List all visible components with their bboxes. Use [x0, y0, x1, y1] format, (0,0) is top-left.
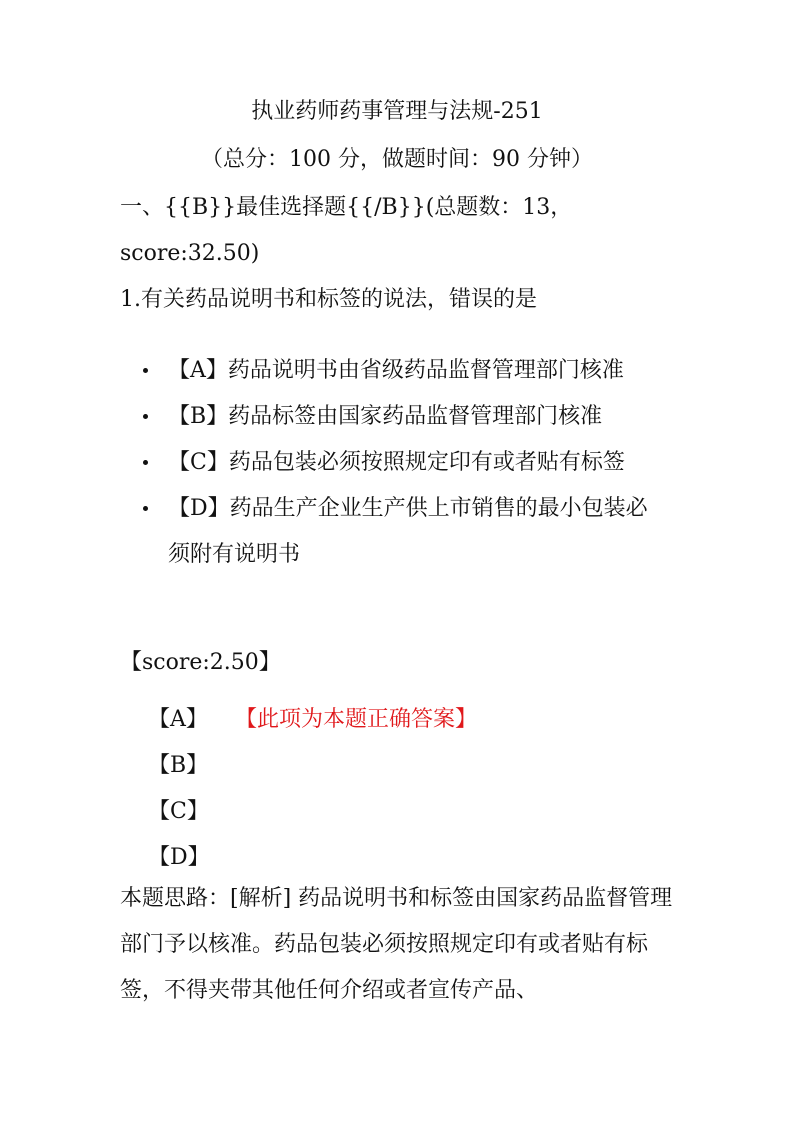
option-label: 【B】药品标签由国家药品监督管理部门核准	[168, 404, 603, 429]
bullet-icon	[143, 414, 148, 419]
option-label: 【D】药品生产企业生产供上市销售的最小包装必须附有说明书	[168, 496, 648, 567]
bullet-icon	[143, 460, 148, 465]
answer-a	[148, 697, 478, 743]
option-a	[143, 348, 668, 394]
correct-answer-note: 【此项为本题正确答案】	[235, 707, 478, 732]
answer-b	[148, 743, 210, 789]
option-b	[143, 394, 668, 440]
answer-label: 【C】	[148, 799, 209, 824]
section-score: score:32.50)	[120, 241, 260, 266]
answer-analysis: 本题思路：[解析] 药品说明书和标签由国家药品监督管理部门予以核准。药品包装必须按照规定印有或者贴有标签，不得夹带其他任何介绍或者宣传产品、	[120, 886, 673, 1003]
answer-c	[148, 789, 210, 835]
answer-label: 【B】	[148, 753, 209, 778]
question-score: 【score:2.50】	[120, 650, 281, 675]
option-c	[143, 440, 668, 486]
bullet-icon	[143, 506, 148, 511]
answer-label: 【A】	[148, 707, 208, 732]
answer-d	[148, 835, 210, 881]
exam-info: （总分：100 分，做题时间：90 分钟）	[201, 147, 593, 172]
option-d	[143, 486, 668, 578]
section-heading: 一、{{B}}最佳选择题{{/B}}(总题数：13，	[120, 195, 573, 220]
option-label: 【C】药品包装必须按照规定印有或者贴有标签	[168, 450, 625, 475]
option-list	[143, 348, 703, 578]
answer-list	[148, 697, 478, 881]
page-title: 执业药师药事管理与法规-251	[251, 99, 543, 124]
bullet-icon	[143, 368, 148, 373]
question-stem: 1.有关药品说明书和标签的说法，错误的是	[120, 287, 537, 312]
option-label: 【A】药品说明书由省级药品监督管理部门核准	[168, 358, 624, 383]
answer-label: 【D】	[148, 845, 210, 870]
